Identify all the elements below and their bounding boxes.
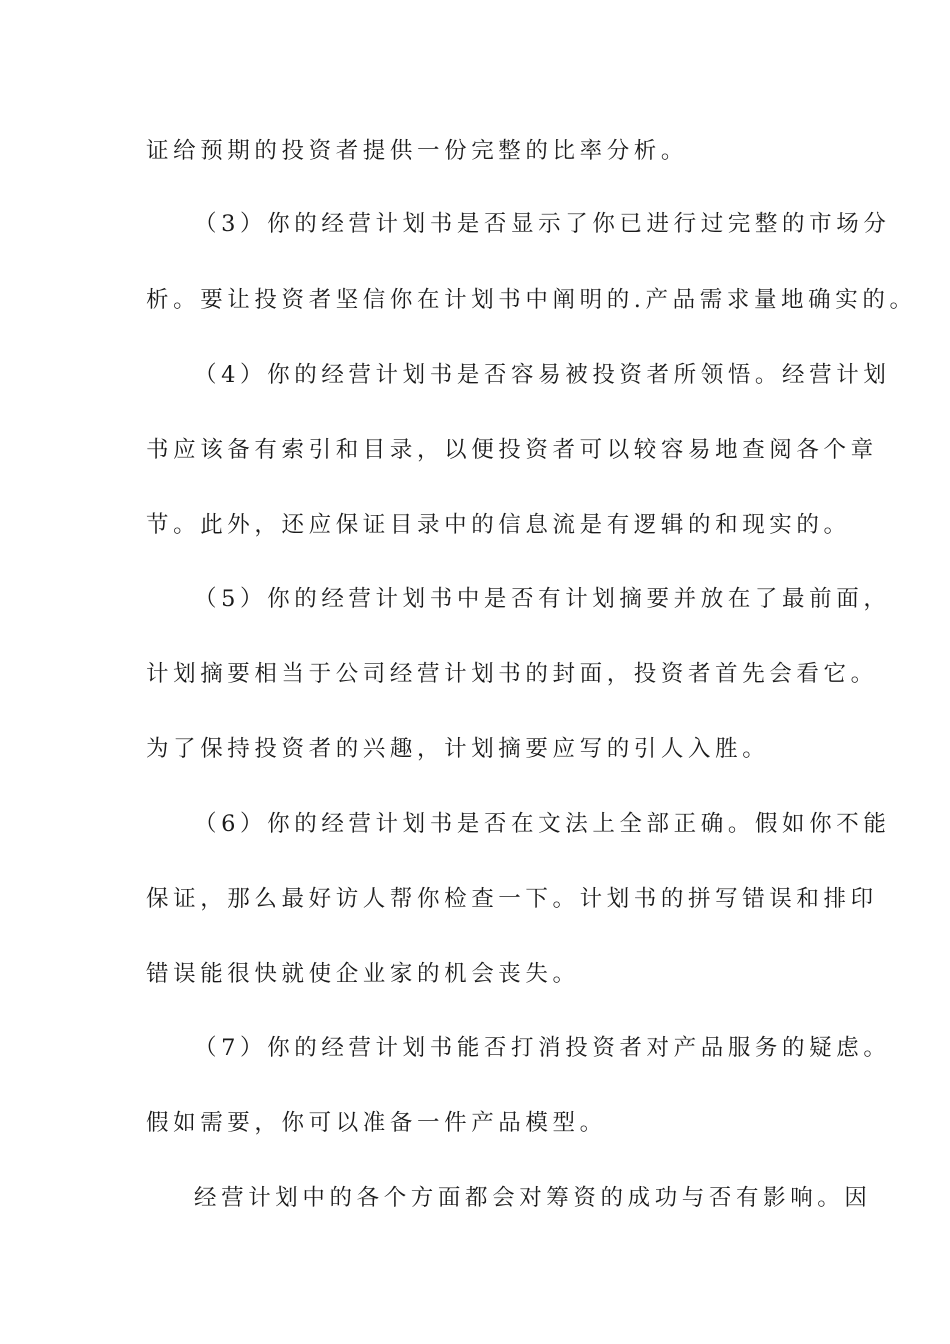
text-line-1: 证给预期的投资者提供一份完整的比率分析。 [146, 138, 689, 164]
text-line-3: 析。要让投资者坚信你在计划书中阐明的.产品需求量地确实的。 [146, 287, 917, 313]
text-line-15: 经营计划中的各个方面都会对筹资的成功与否有影响。因 [194, 1185, 872, 1211]
text-line-4: （4）你的经营计划书是否容易被投资者所领悟。经营计划 [194, 362, 891, 388]
text-line-14: 假如需要，你可以准备一件产品模型。 [146, 1110, 607, 1136]
text-line-2: （3）你的经营计划书是否显示了你已进行过完整的市场分 [194, 211, 891, 237]
text-line-8: 计划摘要相当于公司经营计划书的封面，投资者首先会看它。 [146, 661, 878, 687]
text-line-6: 节。此外，还应保证目录中的信息流是有逻辑的和现实的。 [146, 512, 851, 538]
text-line-12: 错误能很快就使企业家的机会丧失。 [146, 961, 580, 987]
text-line-10: （6）你的经营计划书是否在文法上全部正确。假如你不能 [194, 811, 891, 837]
text-line-9: 为了保持投资者的兴趣，计划摘要应写的引人入胜。 [146, 736, 770, 762]
text-line-13: （7）你的经营计划书能否打消投资者对产品服务的疑虑。 [194, 1035, 891, 1061]
text-line-11: 保证，那么最好访人帮你检查一下。计划书的拼写错误和排印 [146, 886, 878, 912]
text-line-5: 书应该备有索引和目录，以便投资者可以较容易地查阅各个章 [146, 437, 878, 463]
text-line-7: （5）你的经营计划书中是否有计划摘要并放在了最前面， [194, 586, 891, 612]
